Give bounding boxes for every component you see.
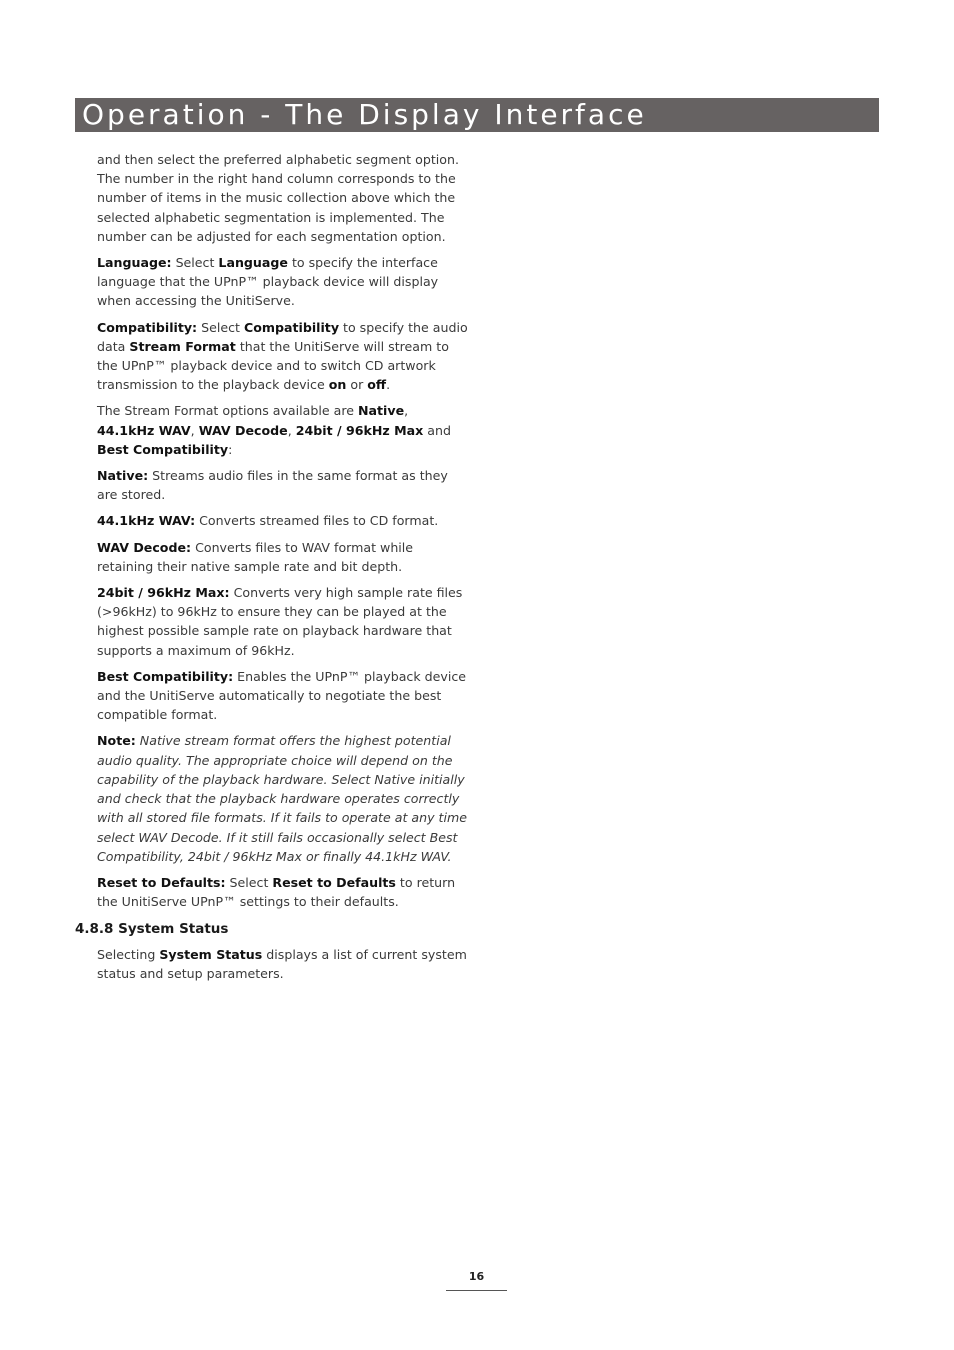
wav441-paragraph [97, 511, 469, 530]
system-status-term: System Status [159, 947, 263, 962]
compatibility-text-5: . [386, 377, 391, 393]
compatibility-text-4: or [346, 377, 368, 393]
native-text: Streams audio files in the same format as they are stored. [97, 468, 448, 503]
reset-label: Reset to Defaults: [97, 874, 226, 890]
note-paragraph [97, 731, 469, 865]
reset-text-1: Select [225, 874, 273, 890]
reset-term: Reset to Defaults [272, 874, 396, 890]
best-compat-label: Best Compatibility: [97, 668, 234, 684]
intro-text: and then select the preferred alphabetic segment option. The number in the right hand column corresponds to the number of items in the music collection above which the selected alphabetic segmentation is implemented. The number can be adjusted for each segmentation option. [97, 152, 459, 244]
native-label: Native: [97, 468, 149, 484]
wav-decode-text: Converts files to WAV format while retaining their native sample rate and bit depth. [97, 539, 414, 574]
reset-paragraph [97, 873, 469, 911]
native-term: Native [357, 403, 405, 419]
wav-decode-paragraph [97, 538, 469, 576]
native-paragraph [97, 466, 469, 504]
main-column [97, 150, 469, 918]
compatibility-label: Compatibility: [97, 319, 198, 335]
language-text-2: to specify the interface language that the UPnP™ playback device will display when accessing the UnitiServe. [97, 255, 439, 309]
section-heading-system-status: 4.8.8 System Status [75, 921, 229, 937]
wav-decode-label: WAV Decode: [97, 539, 192, 555]
compatibility-term: Compatibility [243, 319, 340, 335]
reset-text-2: to return the UnitiServe UPnP™ settings to their defaults. [97, 874, 456, 910]
intro-paragraph [97, 150, 469, 246]
best-compat-text: Enables the UPnP™ playback device and the UnitiServe automatically to negotiate the best compatible format. [97, 668, 467, 723]
max96-label: 24bit / 96kHz Max: [97, 585, 230, 601]
stream-options-text-6: : [228, 441, 233, 457]
compatibility-paragraph [97, 318, 469, 395]
stream-options-text-1: The Stream Format options available are [97, 403, 358, 419]
on-term: on [328, 377, 347, 393]
max96-term: 24bit / 96kHz Max [295, 422, 424, 438]
language-term: Language [218, 255, 288, 271]
stream-options-text-2: , [404, 403, 409, 419]
wav441-label: 44.1kHz WAV: [97, 513, 196, 529]
compatibility-text-1: Select [197, 319, 244, 335]
page-number: 16 [468, 1270, 485, 1283]
system-status-text-1: Selecting [97, 947, 160, 962]
wav-decode-term: WAV Decode [198, 422, 288, 438]
language-text-1: Select [171, 255, 219, 271]
stream-format-term: Stream Format [129, 338, 236, 354]
stream-options-paragraph [97, 401, 469, 459]
header-bar [75, 98, 879, 132]
max96-text: Converts very high sample rate files (>96kHz) to 96kHz to ensure they can be played at the highest possible sample rate on playback hardware that supports a maximum of 96kHz. [97, 585, 463, 658]
compatibility-text-2: to specify the audio data [97, 319, 468, 354]
stream-options-text-3: , [190, 422, 199, 438]
system-status-paragraph [97, 945, 469, 983]
off-term: off [367, 377, 387, 393]
page-title: Operation - The Display Interface [82, 98, 647, 131]
max96-paragraph [97, 583, 469, 660]
best-compat-term: Best Compatibility [97, 441, 229, 457]
wav441-text: Converts streamed files to CD format. [195, 513, 439, 529]
note-label: Note: [97, 733, 136, 749]
system-status-column [97, 945, 469, 983]
wav441-term: 44.1kHz WAV [97, 422, 191, 438]
compatibility-text-3: that the UnitiServe will stream to the UPnP™ playback device and to switch CD artwork transmission to the playback device [97, 338, 449, 393]
note-text: Native stream format offers the highest potential audio quality. The appropriate choice will depend on the capability of the playback hardware. Select Native initially and check that the playback hardware operates correctly with all stored file formats. If it fails to operate at any time select WAV Decode. If it still fails occasionally select Best Compatibility, 24bit / 96kHz Max or finally 44.1kHz WAV. [97, 733, 468, 864]
system-status-text-2: displays a list of current system status and setup parameters. [97, 947, 467, 982]
language-label: Language: [97, 255, 172, 271]
best-compat-paragraph [97, 667, 469, 725]
stream-options-text-5: and [423, 422, 451, 438]
stream-options-text-4: , [287, 422, 296, 438]
language-paragraph [97, 253, 469, 311]
page-number-rule [446, 1290, 507, 1291]
